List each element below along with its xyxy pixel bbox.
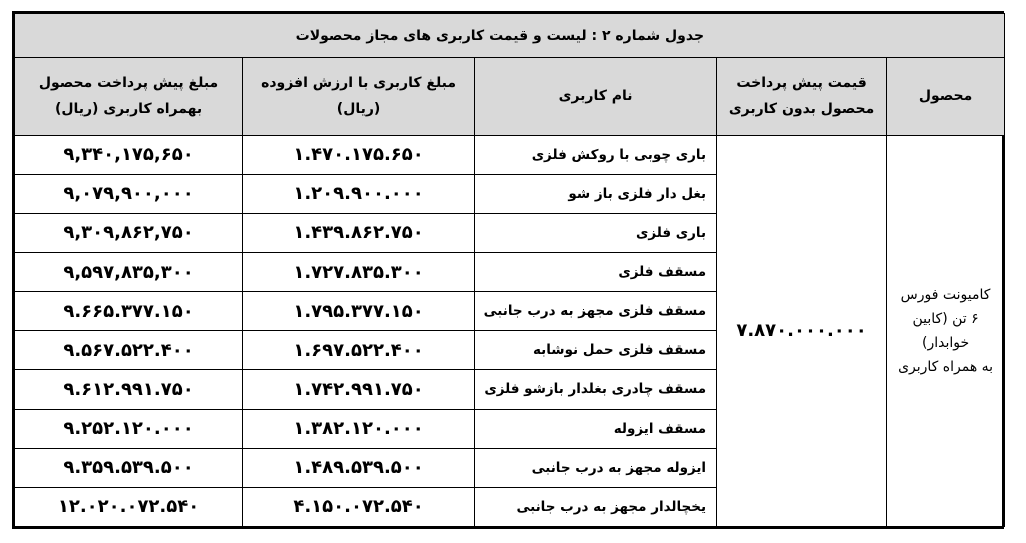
table-row (15, 135, 1005, 174)
total-amount: ۹,۳۴۰,۱۷۵,۶۵۰ (15, 135, 243, 174)
total-amount: ۹,۵۹۷,۸۳۵,۳۰۰ (15, 252, 243, 291)
total-amount: ۹,۳۰۹,۸۶۲,۷۵۰ (15, 213, 243, 252)
header-prepayment-line2: محصول بدون کاربری (728, 101, 875, 118)
header-total-line1: مبلغ پیش پرداخت محصول (38, 75, 219, 92)
header-prepayment-line1: قیمت پیش پرداخت (736, 75, 867, 92)
usage-amount: ۱.۴۸۹.۵۳۹.۵۰۰ (243, 448, 475, 487)
usage-name: مسقف فلزی (475, 252, 717, 291)
table-title-row (15, 14, 1005, 58)
usage-name: ایزوله مجهز به درب جانبی (475, 448, 717, 487)
usage-name: یخچالدار مجهز به درب جانبی (475, 487, 717, 526)
usage-amount: ۱.۴۷۰.۱۷۵.۶۵۰ (243, 135, 475, 174)
total-amount: ۹.۲۵۲.۱۲۰.۰۰۰ (15, 409, 243, 448)
usage-name: بغل دار فلزی باز شو (475, 174, 717, 213)
total-amount: ۱۲.۰۲۰.۰۷۲.۵۴۰ (15, 487, 243, 526)
product-cell (887, 135, 1005, 526)
usage-amount: ۱.۳۸۲.۱۲۰.۰۰۰ (243, 409, 475, 448)
price-table (14, 13, 1005, 527)
table-title: جدول شماره ۲ : لیست و قیمت کاربری های مجاز محصولات (15, 14, 1005, 58)
usage-name: باری فلزی (475, 213, 717, 252)
product-line1: کامیونت فورس (900, 286, 991, 303)
usage-name: مسقف ایزوله (475, 409, 717, 448)
header-usage-name: نام کاربری (475, 58, 717, 135)
table-header-row (15, 58, 1005, 135)
prepayment-price: ۷.۸۷۰.۰۰۰.۰۰۰ (717, 135, 887, 526)
usage-amount: ۱.۴۳۹.۸۶۲.۷۵۰ (243, 213, 475, 252)
product-line2: ۶ تن (کابین (912, 310, 979, 327)
usage-name: مسقف چادری بغلدار بازشو فلزی (475, 370, 717, 409)
header-prepayment (717, 58, 887, 135)
total-amount: ۹.۵۶۷.۵۲۲.۴۰۰ (15, 331, 243, 370)
product-line4: به همراه کاربری (898, 358, 994, 375)
header-total-line2: بهمراه کاربری (ریال) (54, 101, 203, 118)
header-usage-amount-line1: مبلغ کاربری با ارزش افزوده (261, 75, 457, 92)
usage-name: مسقف فلزی مجهز به درب جانبی (475, 292, 717, 331)
header-usage-amount (243, 58, 475, 135)
product-line3: خوابدار) (921, 334, 970, 351)
total-amount: ۹.۳۵۹.۵۳۹.۵۰۰ (15, 448, 243, 487)
header-total (15, 58, 243, 135)
usage-amount: ۱.۶۹۷.۵۲۲.۴۰۰ (243, 331, 475, 370)
usage-amount: ۱.۲۰۹.۹۰۰.۰۰۰ (243, 174, 475, 213)
usage-amount: ۱.۷۹۵.۳۷۷.۱۵۰ (243, 292, 475, 331)
total-amount: ۹.۶۱۲.۹۹۱.۷۵۰ (15, 370, 243, 409)
price-table-frame (12, 11, 1004, 529)
total-amount: ۹.۶۶۵.۳۷۷.۱۵۰ (15, 292, 243, 331)
usage-amount: ۱.۷۲۷.۸۳۵.۳۰۰ (243, 252, 475, 291)
usage-name: باری چوبی با روکش فلزی (475, 135, 717, 174)
usage-amount: ۱.۷۴۲.۹۹۱.۷۵۰ (243, 370, 475, 409)
usage-name: مسقف فلزی حمل نوشابه (475, 331, 717, 370)
total-amount: ۹,۰۷۹,۹۰۰,۰۰۰ (15, 174, 243, 213)
header-usage-amount-line2: (ریال) (336, 101, 381, 118)
header-product: محصول (887, 58, 1005, 135)
usage-amount: ۴.۱۵۰.۰۷۲.۵۴۰ (243, 487, 475, 526)
